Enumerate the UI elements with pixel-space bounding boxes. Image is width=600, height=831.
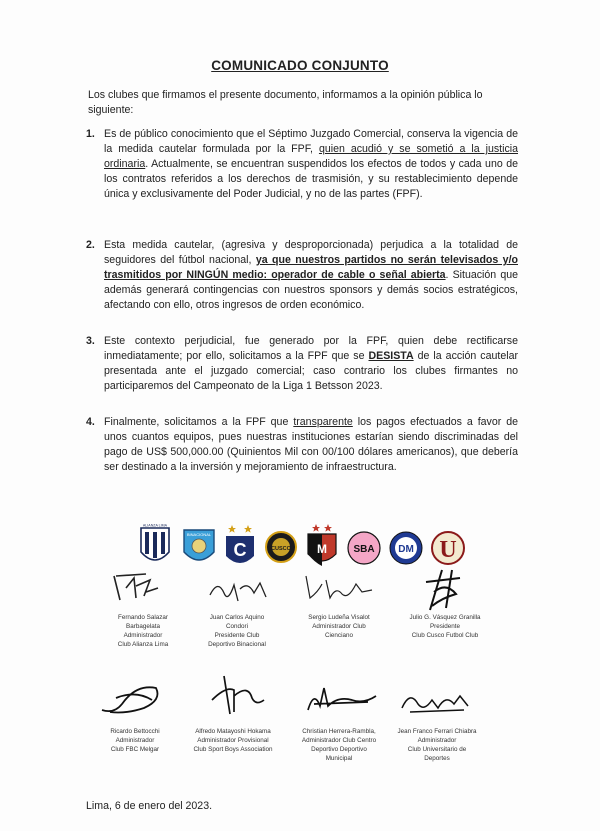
signatory-name: Presidente [429, 623, 461, 630]
point-text: Este contexto perjudicial, fue generado por la FPF, quien debe rectificarse inmediatamente; por ello, solicitamos a la FPF que se [104, 335, 518, 362]
signatory-name: Jean Franco Ferrari Chiabra [397, 728, 477, 735]
signature-binacional [204, 575, 274, 607]
signatory-role: Cienciano [324, 632, 353, 639]
alianza-lima-logo-text: ALIANZA LIMA [142, 523, 168, 528]
point-text: de la acción cautelar presentada ante el juzgado comercial; caso contrario los clubes firmantes no participaremos del Campeonato de la Liga 1 Betsson 2023. [104, 350, 518, 392]
signature-universitario [396, 684, 476, 718]
signatory-name: Alfredo Matayoshi Hokama [195, 728, 271, 735]
signatory-name: Administrador [115, 737, 155, 744]
signatory-name: Administrador Club Centro [301, 737, 377, 744]
point-1 [86, 127, 518, 202]
signatory-name: Christian Herrera-Rambla, [302, 728, 376, 735]
sport-boys-logo [346, 530, 382, 566]
point-emphasis: quien acudió y se sometió a la justicia ordinaria [104, 143, 518, 170]
point-4 [86, 415, 518, 475]
point-emphasis: DESISTA [368, 350, 414, 362]
signatory-role: Presidente Club [214, 632, 260, 639]
signatory-name: Sergio Ludeña Visalot [308, 614, 370, 621]
signatory-name: Barbagelata [126, 623, 160, 630]
point-number: 4. [86, 416, 95, 428]
cusco-fc-logo-text: CUSCO [271, 546, 291, 552]
binacional-logo [182, 526, 216, 568]
signatory-name: Julio G. Vásquez Granilla [409, 614, 481, 621]
club-logos-row [138, 522, 468, 572]
universitario-logo-text: U [439, 537, 457, 563]
point-number: 2. [86, 239, 95, 251]
signatory-name: Administrador Club [312, 623, 366, 630]
signatory-name: Condori [225, 623, 249, 630]
signature-alianza [106, 570, 166, 606]
signatory-name: Administrador [417, 737, 457, 744]
point-number: 1. [86, 128, 95, 140]
point-2 [86, 238, 518, 313]
binacional-logo-text: BINACIONAL [186, 532, 212, 537]
point-text: Finalmente, solicitamos a la FPF que [104, 416, 294, 428]
signatory-name: Juan Carlos Aquino [209, 614, 265, 621]
signature-municipal [298, 680, 382, 716]
point-emphasis: transparente [293, 416, 353, 428]
signatory-role: Club Universitario de [407, 746, 467, 753]
signatory-cusco [380, 613, 510, 640]
point-text: los pagos efectuados a favor de unos cuantos equipos, pues nuestras instituciones estarían siendo discriminadas del pago de US$ 500,000.00 (Quinientos Mil con 00/100 dólares americanos), que debería ser destinado a la inversión y mejoramiento de infraestructura. [104, 416, 518, 473]
signature-cusco [412, 568, 472, 612]
deportivo-municipal-logo [388, 530, 424, 566]
signatory-role: Administrador [123, 632, 163, 639]
cusco-fc-logo [264, 530, 298, 564]
intro-paragraph: Los clubes que firmamos el presente documento, informamos a la opinión pública lo siguiente: [88, 89, 483, 116]
signatory-name: Ricardo Bettocchi [110, 728, 160, 735]
cienciano-logo-text: C [233, 540, 247, 560]
signatory-club: Deportivo Binacional [208, 641, 266, 648]
point-number: 3. [86, 335, 95, 347]
point-3 [86, 334, 518, 394]
deportivo-municipal-logo-text: DM [398, 544, 414, 555]
universitario-logo [430, 530, 466, 566]
sport-boys-logo-text: SBA [353, 544, 375, 555]
signature-sport-boys [204, 672, 270, 720]
signatory-name: Fernando Salazar [117, 614, 169, 621]
signatory-universitario [372, 727, 502, 763]
point-text: . Actualmente, se encuentran suspendidos los efectos de todos y cada uno de los contratos referidos a los derechos de trasmisión, y su restablecimiento depende única y exclusivamente del Poder Judicial, y no de las partes (FPF). [104, 158, 518, 200]
point-emphasis: ya que nuestros partidos no serán televisados y/o trasmitidos por NINGÚN medio: operador de cable o señal abierta [104, 254, 518, 281]
document-date: Lima, 6 de enero del 2023. [86, 800, 213, 812]
point-text: . Situación que además generará contingencias con nuestros sponsors y demás socios estratégicos, afectando con ello, otros ingresos de orden económico. [104, 269, 518, 311]
point-text: Esta medida cautelar, (agresiva y desproporcionada) perjudica a la totalidad de seguidores del fútbol nacional, [104, 239, 518, 266]
signatory-role: Club FBC Melgar [110, 746, 160, 753]
signatory-role: Club Sport Boys Association [193, 746, 273, 753]
point-text: Es de público conocimiento que el Séptimo Juzgado Comercial, conserva la vigencia de la medida cautelar formulada por la FPF, [104, 128, 518, 155]
signatory-club: Club Alianza Lima [117, 641, 169, 648]
alianza-lima-logo [138, 522, 172, 570]
signatory-club: Municipal [325, 755, 353, 762]
signature-cienciano [300, 572, 378, 604]
signatory-club: Deportes [424, 755, 450, 762]
melgar-logo-text: M [317, 542, 327, 556]
cienciano-logo [222, 522, 258, 570]
document-title: COMUNICADO CONJUNTO [211, 58, 389, 73]
signatory-role: Club Cusco Futbol Club [411, 632, 479, 639]
signatory-role: Deportivo Deportivo [311, 746, 367, 753]
signatory-name: Administrador Provisional [197, 737, 269, 744]
signature-melgar [96, 680, 168, 720]
melgar-logo [304, 522, 340, 570]
